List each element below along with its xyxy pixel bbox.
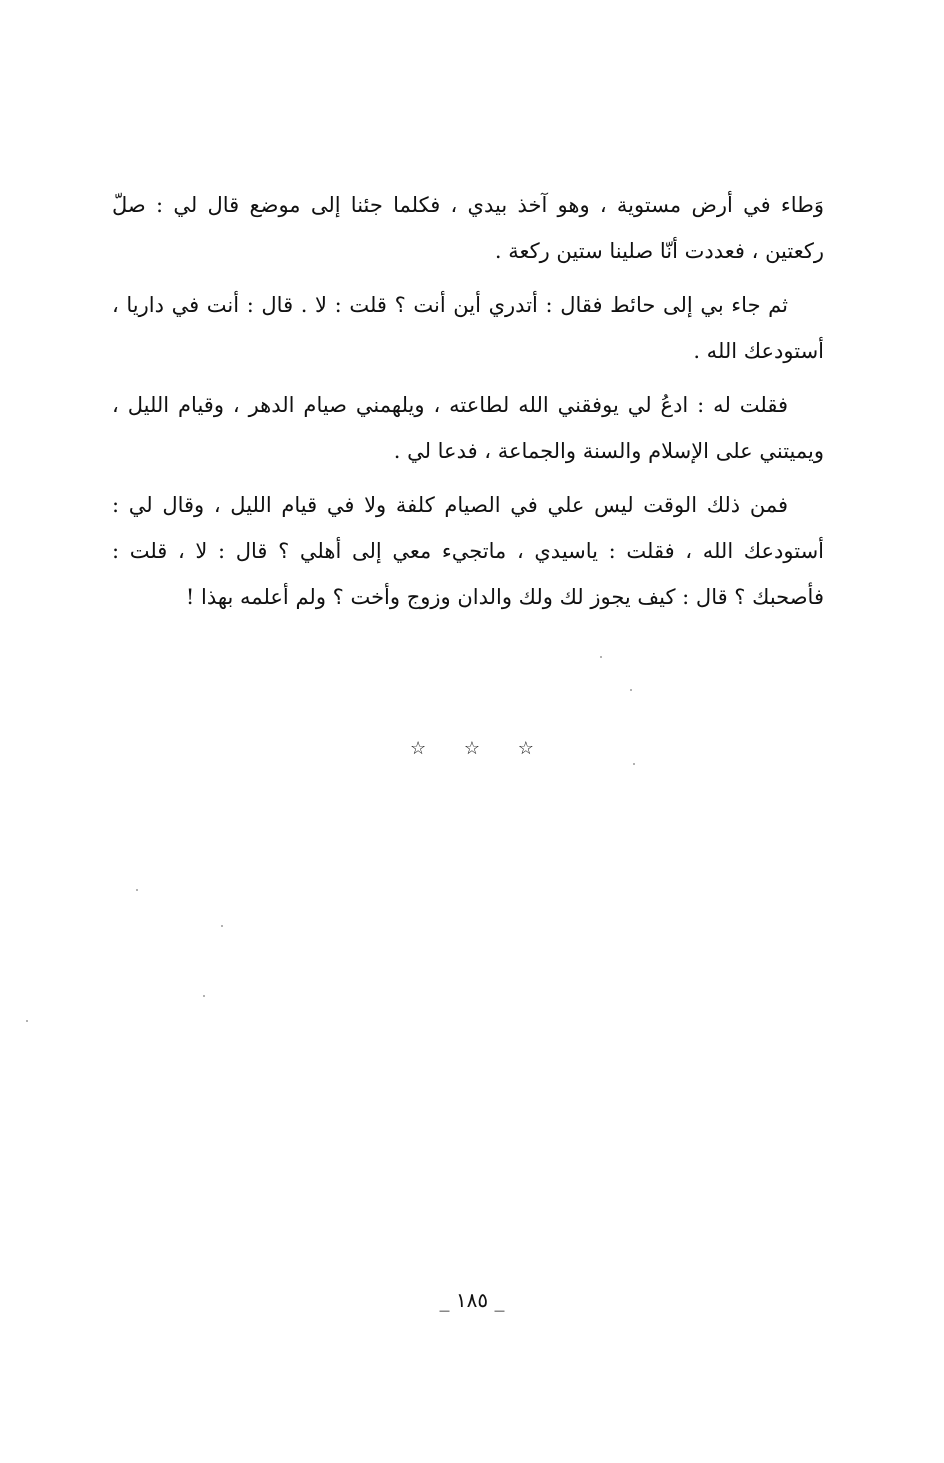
scan-speck — [630, 689, 632, 691]
star-icon: ☆ — [410, 738, 427, 759]
star-icon: ☆ — [463, 738, 481, 759]
paragraph-4: فمن ذلك الوقت ليس علي في الصيام كلفة ولا في قيام الليل ، وقال لي : أستودعك الله ، فقلت : ياسيدي ، ماتجيء معي إلى أهلي ؟ قال : لا ، قلت : فأصحبك ؟ قال : كيف يجوز لك ولك والدان وزوج وأخت ؟ ولم أعلمه بهذا ! — [112, 493, 824, 609]
paragraph-3: فقلت له : ادعُ لي يوفقني الله لطاعته ، ويلهمني صيام الدهر ، وقيام الليل ، ويميتني على الإسلام والسنة والجماعة ، فدعا لي . — [112, 393, 824, 463]
body-text — [112, 182, 824, 620]
page-number: _ ١٨٥ _ — [439, 1288, 505, 1312]
scan-speck — [136, 889, 138, 891]
star-icon: ☆ — [517, 738, 534, 759]
scan-speck — [203, 995, 205, 997]
paragraph-1: وَطاء في أرض مستوية ، وهو آخذ بيدي ، فكلما جئنا إلى موضع قال لي : صلّ ركعتين ، فعددت أنّا صلينا ستين ركعة . — [112, 193, 824, 263]
section-separator — [0, 738, 944, 759]
paragraph-2: ثم جاء بي إلى حائط فقال : أتدري أين أنت ؟ قلت : لا . قال : أنت في داريا ، أستودعك الله . — [112, 293, 824, 363]
scan-speck — [221, 925, 223, 927]
scan-speck — [26, 1020, 28, 1022]
scan-speck — [600, 656, 602, 658]
scan-speck — [633, 763, 635, 765]
